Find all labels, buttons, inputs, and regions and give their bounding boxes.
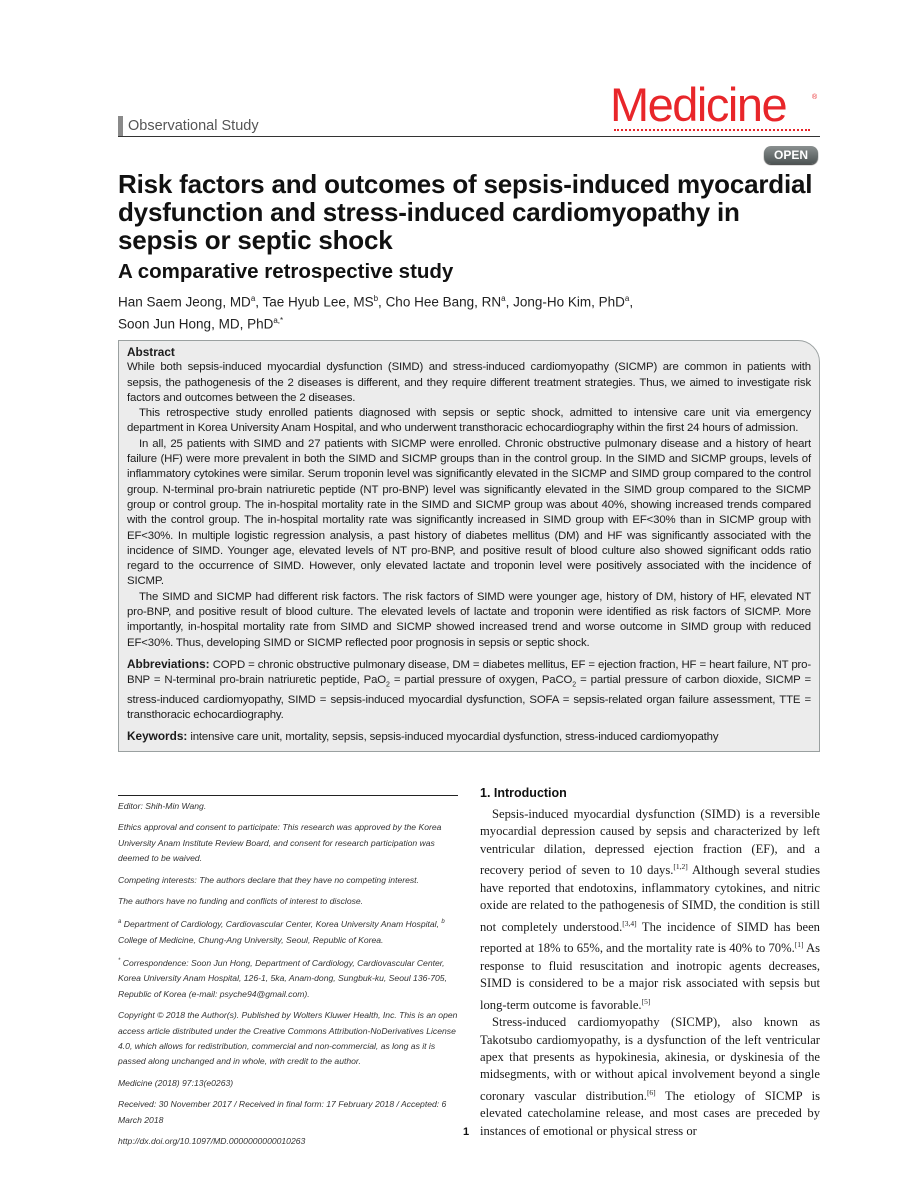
affiliation-mark: a xyxy=(501,294,506,303)
author-name: Cho Hee Bang, RN xyxy=(385,294,502,310)
correspondence-mark: * xyxy=(118,958,121,965)
abbreviations-text: COPD = chronic obstructive pulmonary disease, DM = diabetes mellitus, EF = ejection fraction, HF = heart failure, NT pro-BNP = N-terminal pro-brain natriuretic peptide, PaO xyxy=(127,658,811,687)
abstract-box xyxy=(118,340,820,752)
body-text: Sepsis-induced myocardial dysfunction (SIMD) is a reversible myocardial depression caused by sepsis and characterized by left ventricular dilation, depressed ejection fraction (EF), and a recovery period of seven to 10 days. xyxy=(480,807,820,878)
abstract-heading: Abstract xyxy=(127,345,175,359)
abstract-conclusions: The SIMD and SICMP had different risk factors. The risk factors of SIMD were younger age, history of DM, history of HF, elevated NT pro-BNP, and positive result of blood culture. The elevated levels of lactate and troponin were identified as risk factors of SICMP. More importantly, in-hospital mortality rate from SIMD and SICMP showed increased trend and worse outcome in SIMD group with reduced EF<30%. Thus, developing SIMD or SICMP reflected poor prognosis in sepsis or septic shock. xyxy=(127,590,811,649)
journal-logo: Medicine xyxy=(610,78,787,131)
article-type-label: Observational Study xyxy=(118,116,259,136)
body-text: Although several studies have reported that endotoxins, inflammatory cytokines, and nitric oxide are related to the pathogenesis of SIMD, the condition is still not completely understood. xyxy=(480,863,820,934)
logo-dotted-underline xyxy=(614,129,810,131)
keywords-text: intensive care unit, mortality, sepsis, sepsis-induced myocardial dysfunction, stress-induced cardiomyopathy xyxy=(187,731,719,744)
competing-interests-note: Competing interests: The authors declare that they have no competing interest. xyxy=(118,874,419,885)
abstract-results: In all, 25 patients with SIMD and 27 patients with SICMP were enrolled. Chronic obstructive pulmonary disease and a history of heart failure (HF) were more prevalent in both the SIMD and SICMP groups than in the control group. In the SIMD and SICMP groups, levels of inflammatory cytokines were similar. Serum troponin level was significantly elevated in the SICMP and SIMD group compared to the control group. N-terminal pro-brain natriuretic peptide (NT pro-BNP) level was significantly elevated in the SIMD group compared to the SICMP group or control group. The in-hospital mortality rate in the SIMD and SICMP group was about 40%, showing increased trends compared with the control group. The in-hospital mortality rate was significantly increased in SIMD group with EF<30% than in SICMP group with EF<30%. In multiple logistic regression analysis, a past history of diabetes mellitus (DM) and HF was significantly associated with the incidence of SIMD. Younger age, elevated levels of NT pro-BNP, and positive result of blood culture also showed significant odds ratio regard to the occurrence of SIMD. However, only elevated lactate and troponin level were positively associated with the incidence of SICMP. xyxy=(127,437,811,588)
footnotes xyxy=(118,799,458,1155)
abbreviations-label: Abbreviations: xyxy=(127,656,210,671)
affiliation-mark: b xyxy=(441,919,445,926)
section-heading: 1. Introduction xyxy=(480,786,567,800)
affiliation-mark: b xyxy=(373,294,379,303)
subscript: 2 xyxy=(386,681,390,689)
author-list: Han Saem Jeong, $MD^a$, Tae Hyub Lee, $MS^b$, Cho Hee Bang, $RN^a$, Jong-Ho Kim, PhD$^a$, Soon Jun Hong, MD, PhD$^{a,*}$ xyxy=(118,294,634,331)
intro-paragraph xyxy=(480,806,820,1014)
citation-ref[interactable]: [1,2] xyxy=(673,862,688,872)
affiliation-text: Department of Cardiology, Cardiovascular Center, Korea University Anam Hospital, xyxy=(121,919,442,930)
affiliation-mark: a,* xyxy=(273,315,284,325)
affiliation-mark: a xyxy=(118,919,122,926)
author-name: Tae Hyub Lee, MS xyxy=(262,294,374,310)
citation-ref[interactable]: [6] xyxy=(646,1087,656,1097)
ethics-note: Ethics approval and consent to participate: This research was approved by the Korea University Anam Institute Review Board, and consent for research participation was deemed to be waived. xyxy=(118,822,442,864)
abbreviations-text: = partial pressure of oxygen, PaCO xyxy=(389,674,573,687)
affiliation-mark: a xyxy=(250,294,256,303)
citation-ref[interactable]: [1] xyxy=(794,940,804,950)
open-access-badge: OPEN xyxy=(764,146,818,164)
abbreviations xyxy=(127,657,811,723)
keywords xyxy=(127,729,811,745)
body-text: The etiology of SICMP is elevated catecholamine release, and most cases are preceded by instances of emotional or physical stress or xyxy=(480,1089,821,1138)
body-text: The incidence of SIMD has been reported at 18% to 65%, and the mortality rate is 40% to 70%. xyxy=(480,919,820,956)
abstract-methods: This retrospective study enrolled patients diagnosed with sepsis or septic shock, admitted to intensive care unit via emergency department in Korea University Anam Hospital, and who underwent transthoracic echocardiography within the first 24 hours of admission. xyxy=(127,407,811,435)
subscript: 2 xyxy=(572,681,577,689)
correspondence xyxy=(118,954,458,1002)
abbreviations-text: = partial pressure of carbon dioxide, SICMP = stress-induced cardiomyopathy, SIMD = sepsis-induced myocardial dysfunction, SOFA = sepsis-related organ failure assessment, TTE = transthoracic echocardiography. xyxy=(127,674,811,722)
header-divider xyxy=(118,136,820,137)
doi-link[interactable]: http://dx.doi.org/10.1097/MD.0000000000010263 xyxy=(118,1136,306,1147)
received-dates: Received: 30 November 2017 / Received in final form: 17 February 2018 / Accepted: 6 March 2018 xyxy=(118,1099,447,1125)
registered-mark: ® xyxy=(812,94,818,101)
correspondence-text: Correspondence: Soon Jun Hong, Department of Cardiology, Cardiovascular Center, Korea University Anam Hospital, 126-1, 5ka, Anam-dong, Sungbuk-ku, Seoul 136-705, Republic of Korea (e-mail: psyche94@gmail.com). xyxy=(118,957,447,999)
body-text: As response to fluid resuscitation and inotropic agents decreases, SIMD is considered to be a major risk associated with sepsis but long-term outcome is favorable. xyxy=(480,941,820,1012)
article-subtitle: A comparative retrospective study xyxy=(118,260,454,283)
editor-note: Editor: Shih-Min Wang. xyxy=(118,801,207,811)
article-title: Risk factors and outcomes of sepsis-induced myocardial dysfunction and stress-induced cardiomyopathy in sepsis or septic shock xyxy=(118,169,813,255)
intro-paragraph xyxy=(480,1014,820,1140)
author-name: Jong-Ho Kim, PhD xyxy=(513,294,625,310)
funding-note: The authors have no funding and conflicts of interest to disclose. xyxy=(118,896,364,907)
introduction-section xyxy=(480,786,820,1140)
copyright-note: Copyright © 2018 the Author(s). Published by Wolters Kluwer Health, Inc. This is an open access article distributed under the Creative Commons Attribution-NoDerivatives License 4.0, which allows for redistribution, commercial and non-commercial, as long as it is passed along unchanged and in whole, with credit to the author. xyxy=(118,1010,458,1067)
citation-ref[interactable]: [3,4] xyxy=(622,918,637,928)
page-number: 1 xyxy=(463,1126,470,1138)
citation: Medicine (2018) 97:13(e0263) xyxy=(118,1077,234,1088)
author-name: Soon Jun Hong, MD, PhD xyxy=(118,316,274,331)
affiliation-mark: a xyxy=(624,294,630,303)
body-text: Stress-induced cardiomyopathy (SICMP), also known as Takotsubo cardiomyopathy, is a dysfunction of the left ventricular apex that presents as hypokinesia, akinesia, or dyskinesia of the midsegments, with or without apical involvement beyond a single coronary vascular distribution. xyxy=(480,1015,820,1104)
keywords-label: Keywords: xyxy=(127,729,188,744)
author-name: Han Saem Jeong, MD xyxy=(118,294,251,310)
abstract-background: While both sepsis-induced myocardial dysfunction (SIMD) and stress-induced cardiomyopathy (SICMP) are common in patients with sepsis, the pathogenesis of the 2 diseases is different, and they require different treatment strategies. Thus, we aimed to investigate risk factors and outcomes between the 2 diseases. xyxy=(127,361,811,404)
footnote-divider xyxy=(118,795,458,796)
affiliation-text: College of Medicine, Chung-Ang University, Seoul, Republic of Korea. xyxy=(118,934,384,945)
affiliations xyxy=(118,915,458,948)
citation-ref[interactable]: [5] xyxy=(641,996,651,1006)
